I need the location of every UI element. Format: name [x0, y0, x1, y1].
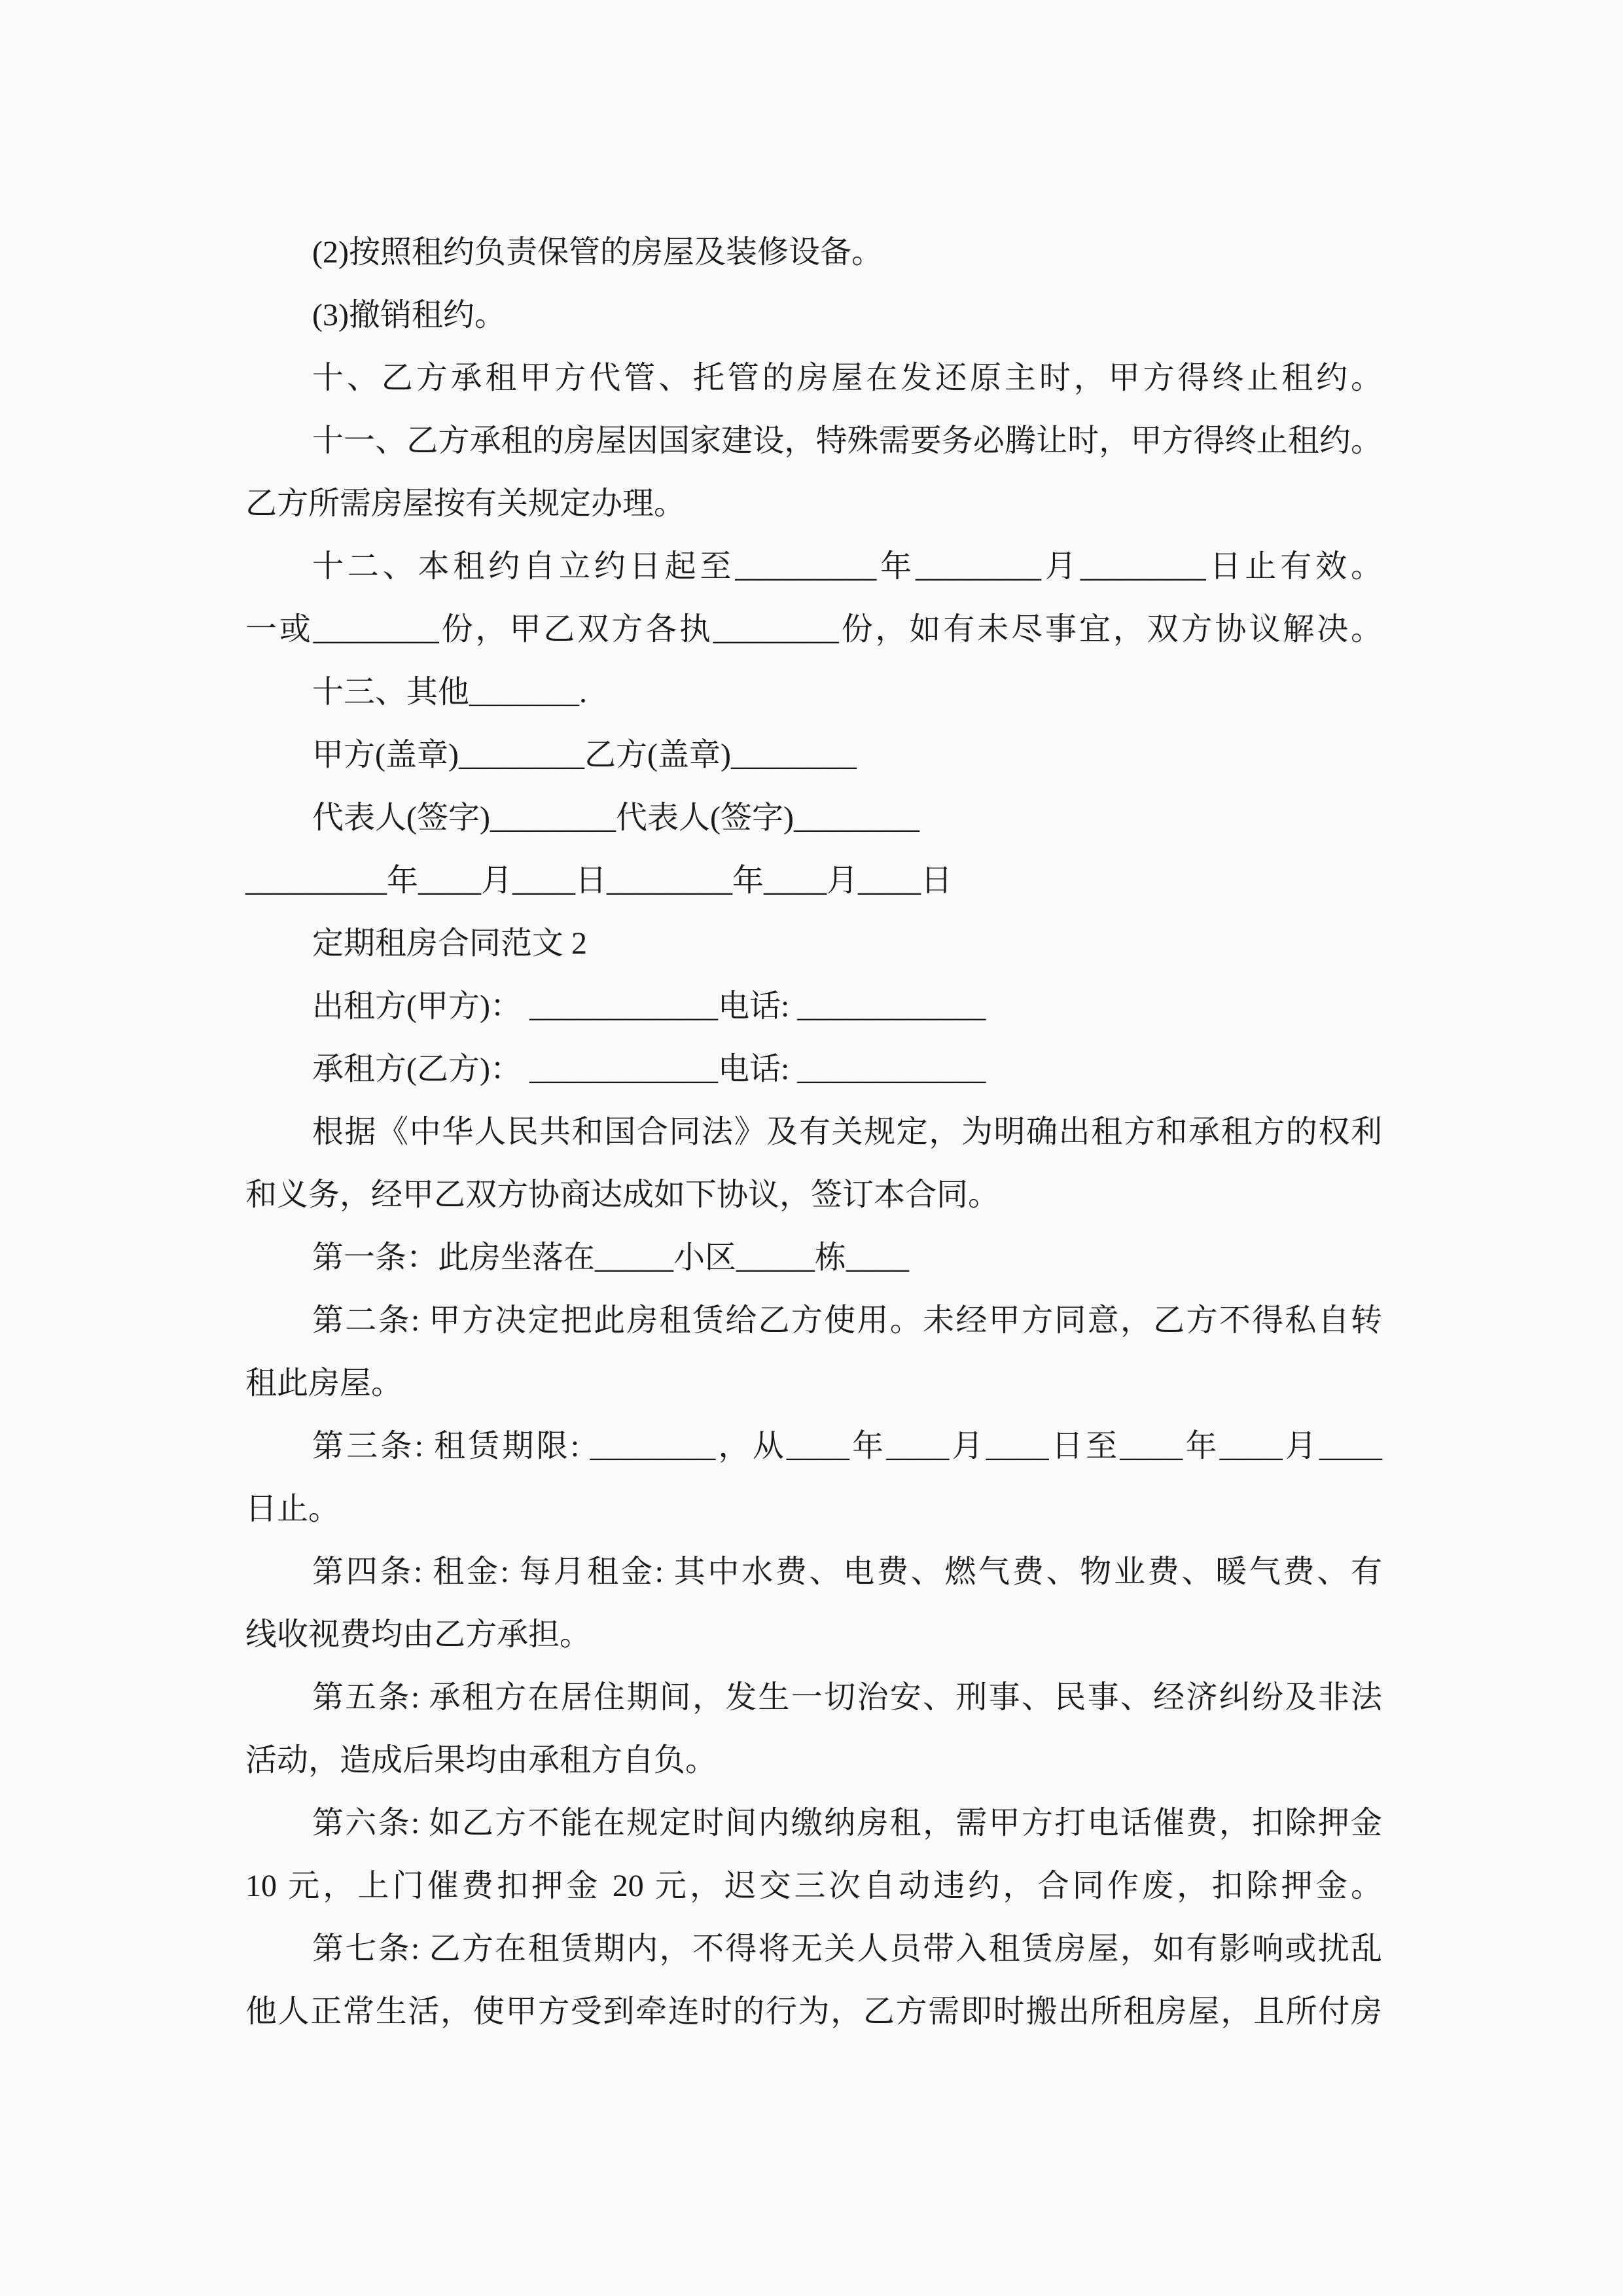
text-line: 日止。 — [245, 1492, 340, 1526]
text-line: 第四条: 租金: 每月租金: 其中水费、电费、燃气费、物业费、暖气费、有 — [312, 1554, 1382, 1589]
text-line: 第二条: 甲方决定把此房租赁给乙方使用。未经甲方同意，乙方不得私自转 — [312, 1303, 1382, 1338]
text-line: 十二、本租约自立约日起至_________年________月________日止有效。 — [312, 549, 1382, 584]
text-line: 活动，造成后果均由承租方自负。 — [245, 1743, 717, 1778]
text-line: 代表人(签字)________代表人(签字)________ — [312, 800, 919, 835]
text-line: 根据《中华人民共和国合同法》及有关规定，为明确出租方和承租方的权利 — [312, 1115, 1382, 1149]
text-line: 租此房屋。 — [245, 1366, 403, 1401]
text-line: 承租方(乙方)： ____________电话: ____________ — [312, 1052, 986, 1086]
text-line: 线收视费均由乙方承担。 — [245, 1617, 592, 1652]
text-line: 他人正常生活，使甲方受到牵连时的行为，乙方需即时搬出所租房屋，且所付房 — [245, 1994, 1382, 2029]
text-line: 第三条: 租赁期限: ________，从____年____月____日至____年____月____ — [312, 1429, 1382, 1463]
text-line: 10 元，上门催费扣押金 20 元，迟交三次自动违约，合同作废，扣除押金。 — [245, 1869, 1382, 1903]
text-line: 第六条: 如乙方不能在规定时间内缴纳房租，需甲方打电话催费，扣除押金 — [312, 1806, 1382, 1840]
text-line: 乙方所需房屋按有关规定办理。 — [245, 486, 686, 521]
text-line: (3)撤销租约。 — [312, 298, 506, 332]
text-line: 第一条：此房坐落在_____小区_____栋____ — [312, 1240, 910, 1275]
text-line: 甲方(盖章)________乙方(盖章)________ — [312, 738, 857, 772]
text-line: 出租方(甲方)： ____________电话: ____________ — [312, 989, 986, 1024]
text-line: 一或________份，甲乙双方各执________份，如有未尽事宜，双方协议解决。 — [245, 612, 1382, 647]
text-line: _________年____月____日________年____月____日 — [245, 863, 953, 898]
text-line: 十三、其他_______. — [312, 675, 588, 709]
text-line: 十一、乙方承租的房屋因国家建设，特殊需要务必腾让时，甲方得终止租约。 — [312, 423, 1382, 458]
text-line: 第七条: 乙方在租赁期内，不得将无关人员带入租赁房屋，如有影响或扰乱 — [312, 1931, 1382, 1966]
text-line: 和义务，经甲乙双方协商达成如下协议，签订本合同。 — [245, 1177, 1000, 1212]
text-line: (2)按照租约负责保管的房屋及装修设备。 — [312, 235, 883, 270]
text-line: 定期租房合同范文 2 — [312, 926, 588, 961]
text-line: 第五条: 承租方在居住期间，发生一切治安、刑事、民事、经济纠纷及非法 — [312, 1680, 1382, 1715]
text-line: 十、乙方承租甲方代管、托管的房屋在发还原主时，甲方得终止租约。 — [312, 361, 1382, 395]
